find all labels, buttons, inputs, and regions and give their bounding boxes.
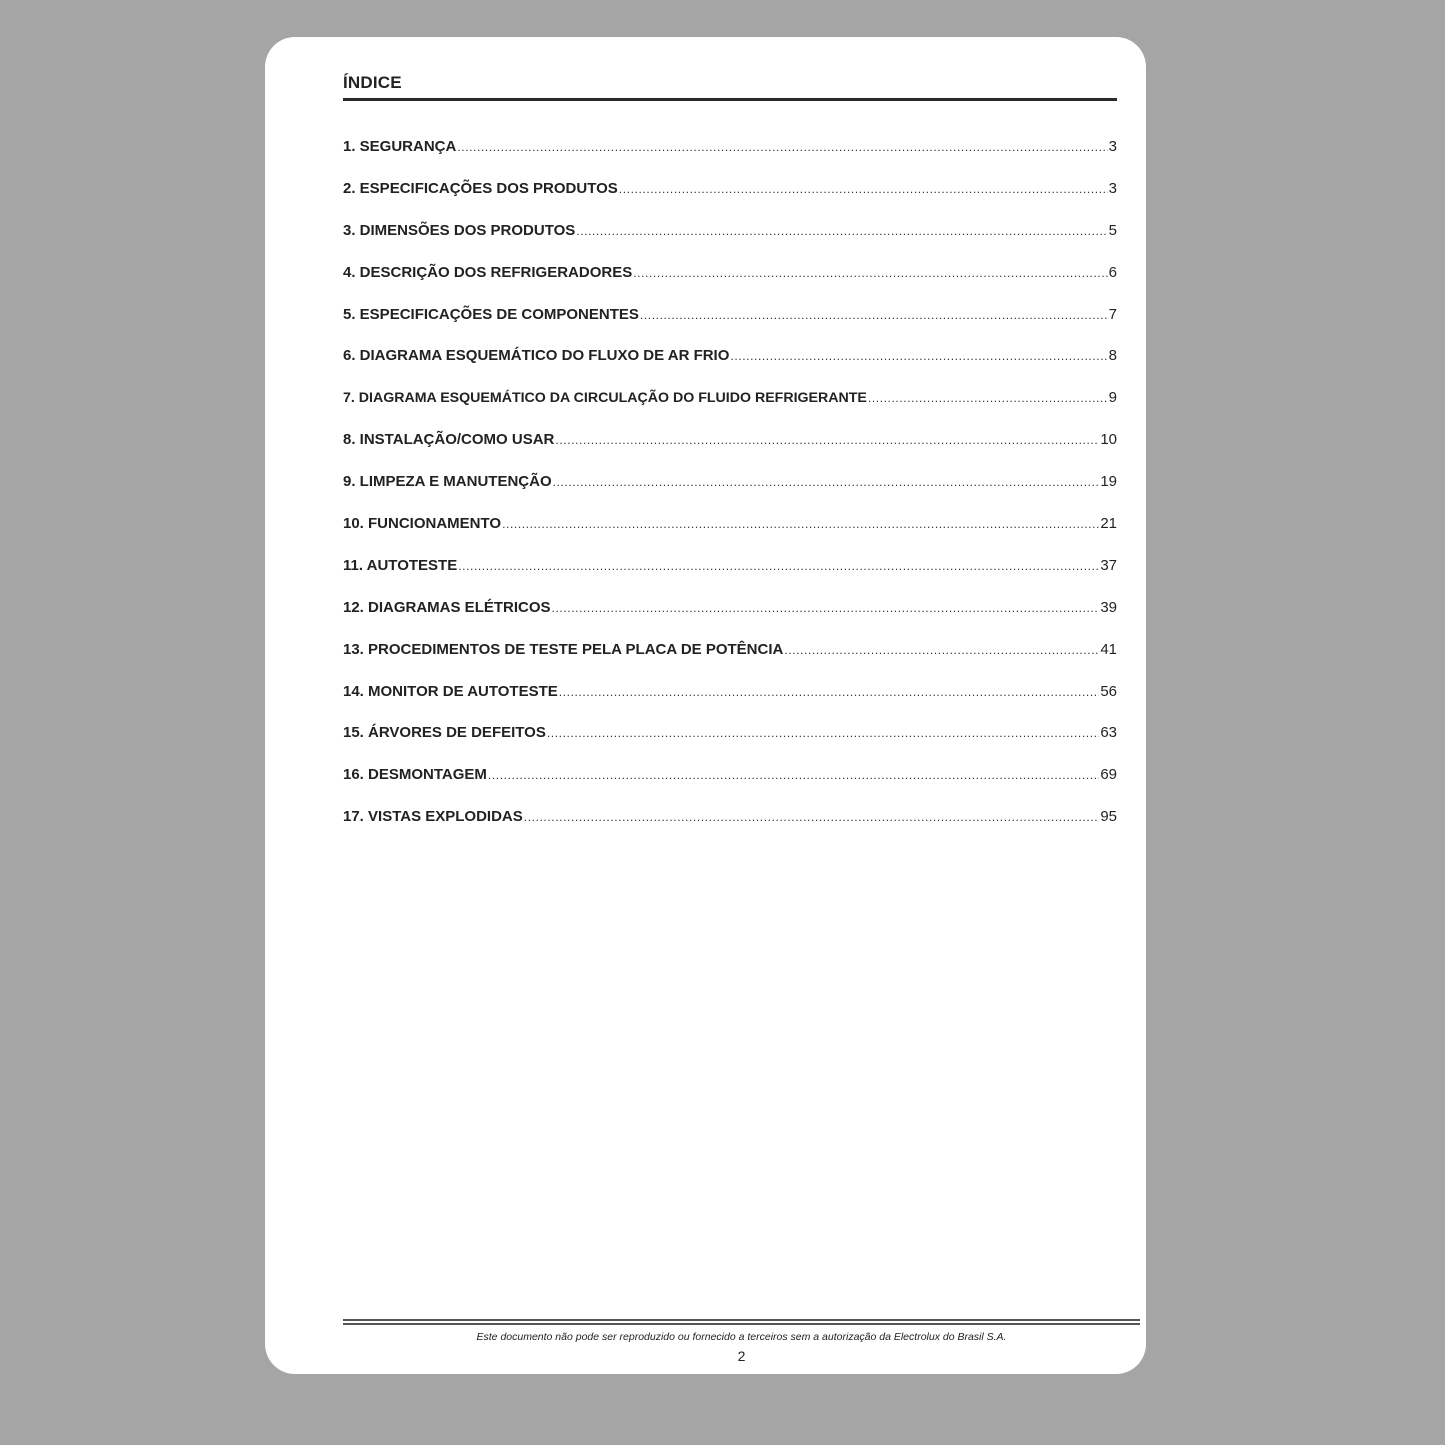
toc-page-number: 3 bbox=[1108, 179, 1117, 197]
toc-entry-3[interactable] bbox=[343, 222, 1117, 264]
copyright-notice: Este documento não pode ser reproduzido ou fornecido a terceiros sem a autorização da Electrolux do Brasil S.A. bbox=[476, 1331, 1007, 1343]
toc-entry-2[interactable] bbox=[343, 180, 1117, 222]
toc-label: 3. DIMENSÕES DOS PRODUTOS bbox=[343, 221, 576, 239]
toc-page-number: 63 bbox=[1100, 724, 1117, 742]
dot-leader bbox=[619, 182, 1108, 196]
toc-entry-10[interactable] bbox=[343, 515, 1117, 557]
table-of-contents bbox=[343, 138, 1117, 850]
toc-entry-6[interactable] bbox=[343, 347, 1117, 389]
toc-entry-16[interactable] bbox=[343, 766, 1117, 808]
toc-entry-11[interactable] bbox=[343, 557, 1117, 599]
dot-leader bbox=[868, 391, 1108, 405]
toc-label: 6. DIAGRAMA ESQUEMÁTICO DO FLUXO DE AR FRIO bbox=[343, 347, 730, 365]
toc-page-number: 41 bbox=[1100, 640, 1117, 658]
toc-page-number: 21 bbox=[1100, 515, 1117, 533]
toc-entry-12[interactable] bbox=[343, 599, 1117, 641]
toc-label: 15. ÁRVORES DE DEFEITOS bbox=[343, 724, 546, 742]
toc-page-number: 3 bbox=[1108, 138, 1117, 155]
dot-leader bbox=[547, 726, 1099, 740]
toc-label: 2. ESPECIFICAÇÕES DOS PRODUTOS bbox=[343, 179, 618, 197]
dot-leader bbox=[458, 559, 1099, 573]
toc-label: 12. DIAGRAMAS ELÉTRICOS bbox=[343, 598, 551, 616]
toc-entry-14[interactable] bbox=[343, 683, 1117, 725]
toc-page-number: 19 bbox=[1100, 473, 1117, 491]
toc-entry-5[interactable] bbox=[343, 306, 1117, 348]
page-number: 2 bbox=[737, 1348, 746, 1364]
toc-label: 4. DESCRIÇÃO DOS REFRIGERADORES bbox=[343, 263, 633, 281]
toc-page-number: 39 bbox=[1100, 598, 1117, 616]
dot-leader bbox=[524, 810, 1100, 824]
toc-entry-9[interactable] bbox=[343, 473, 1117, 515]
toc-entry-1[interactable] bbox=[343, 138, 1117, 180]
toc-entry-15[interactable] bbox=[343, 724, 1117, 766]
dot-leader bbox=[633, 266, 1107, 280]
toc-label: 9. LIMPEZA E MANUTENÇÃO bbox=[343, 473, 552, 491]
toc-page-number: 10 bbox=[1100, 431, 1117, 449]
toc-page-number: 37 bbox=[1100, 556, 1117, 574]
title-divider bbox=[343, 98, 1117, 101]
toc-entry-4[interactable] bbox=[343, 264, 1117, 306]
toc-label: 8. INSTALAÇÃO/COMO USAR bbox=[343, 431, 555, 449]
dot-leader bbox=[457, 140, 1107, 154]
toc-label: 10. FUNCIONAMENTO bbox=[343, 515, 502, 533]
dot-leader bbox=[488, 768, 1099, 782]
toc-label: 13. PROCEDIMENTOS DE TESTE PELA PLACA DE POTÊNCIA bbox=[343, 640, 784, 658]
footer-divider-top bbox=[343, 1319, 1140, 1321]
dot-leader bbox=[576, 224, 1107, 238]
toc-page-number: 9 bbox=[1108, 389, 1117, 407]
toc-entry-7[interactable] bbox=[343, 389, 1117, 431]
toc-label: 11. AUTOTESTE bbox=[343, 556, 458, 574]
dot-leader bbox=[552, 601, 1100, 615]
toc-page-number: 5 bbox=[1108, 221, 1117, 239]
dot-leader bbox=[640, 308, 1108, 322]
toc-entry-13[interactable] bbox=[343, 641, 1117, 683]
toc-page-number: 69 bbox=[1100, 766, 1117, 784]
toc-label: 5. ESPECIFICAÇÕES DE COMPONENTES bbox=[343, 305, 639, 323]
toc-label: 1. SEGURANÇA bbox=[343, 138, 457, 155]
toc-page-number: 56 bbox=[1100, 682, 1117, 700]
toc-page-number: 7 bbox=[1108, 305, 1117, 323]
dot-leader bbox=[730, 349, 1107, 363]
toc-label: 7. DIAGRAMA ESQUEMÁTICO DA CIRCULAÇÃO DO FLUIDO REFRIGERANTE bbox=[343, 390, 867, 407]
page-title: ÍNDICE bbox=[343, 73, 402, 92]
toc-page-number: 6 bbox=[1108, 263, 1117, 281]
toc-page-number: 95 bbox=[1100, 808, 1117, 826]
dot-leader bbox=[559, 685, 1100, 699]
toc-label: 16. DESMONTAGEM bbox=[343, 766, 487, 784]
document-page bbox=[265, 37, 1146, 1374]
toc-entry-17[interactable] bbox=[343, 808, 1117, 850]
toc-entry-8[interactable] bbox=[343, 431, 1117, 473]
dot-leader bbox=[784, 643, 1099, 657]
dot-leader bbox=[553, 475, 1100, 489]
toc-page-number: 8 bbox=[1108, 347, 1117, 365]
dot-leader bbox=[502, 517, 1099, 531]
toc-label: 14. MONITOR DE AUTOTESTE bbox=[343, 682, 558, 700]
dot-leader bbox=[555, 433, 1099, 447]
toc-label: 17. VISTAS EXPLODIDAS bbox=[343, 808, 523, 826]
footer-divider-bottom bbox=[343, 1323, 1140, 1325]
